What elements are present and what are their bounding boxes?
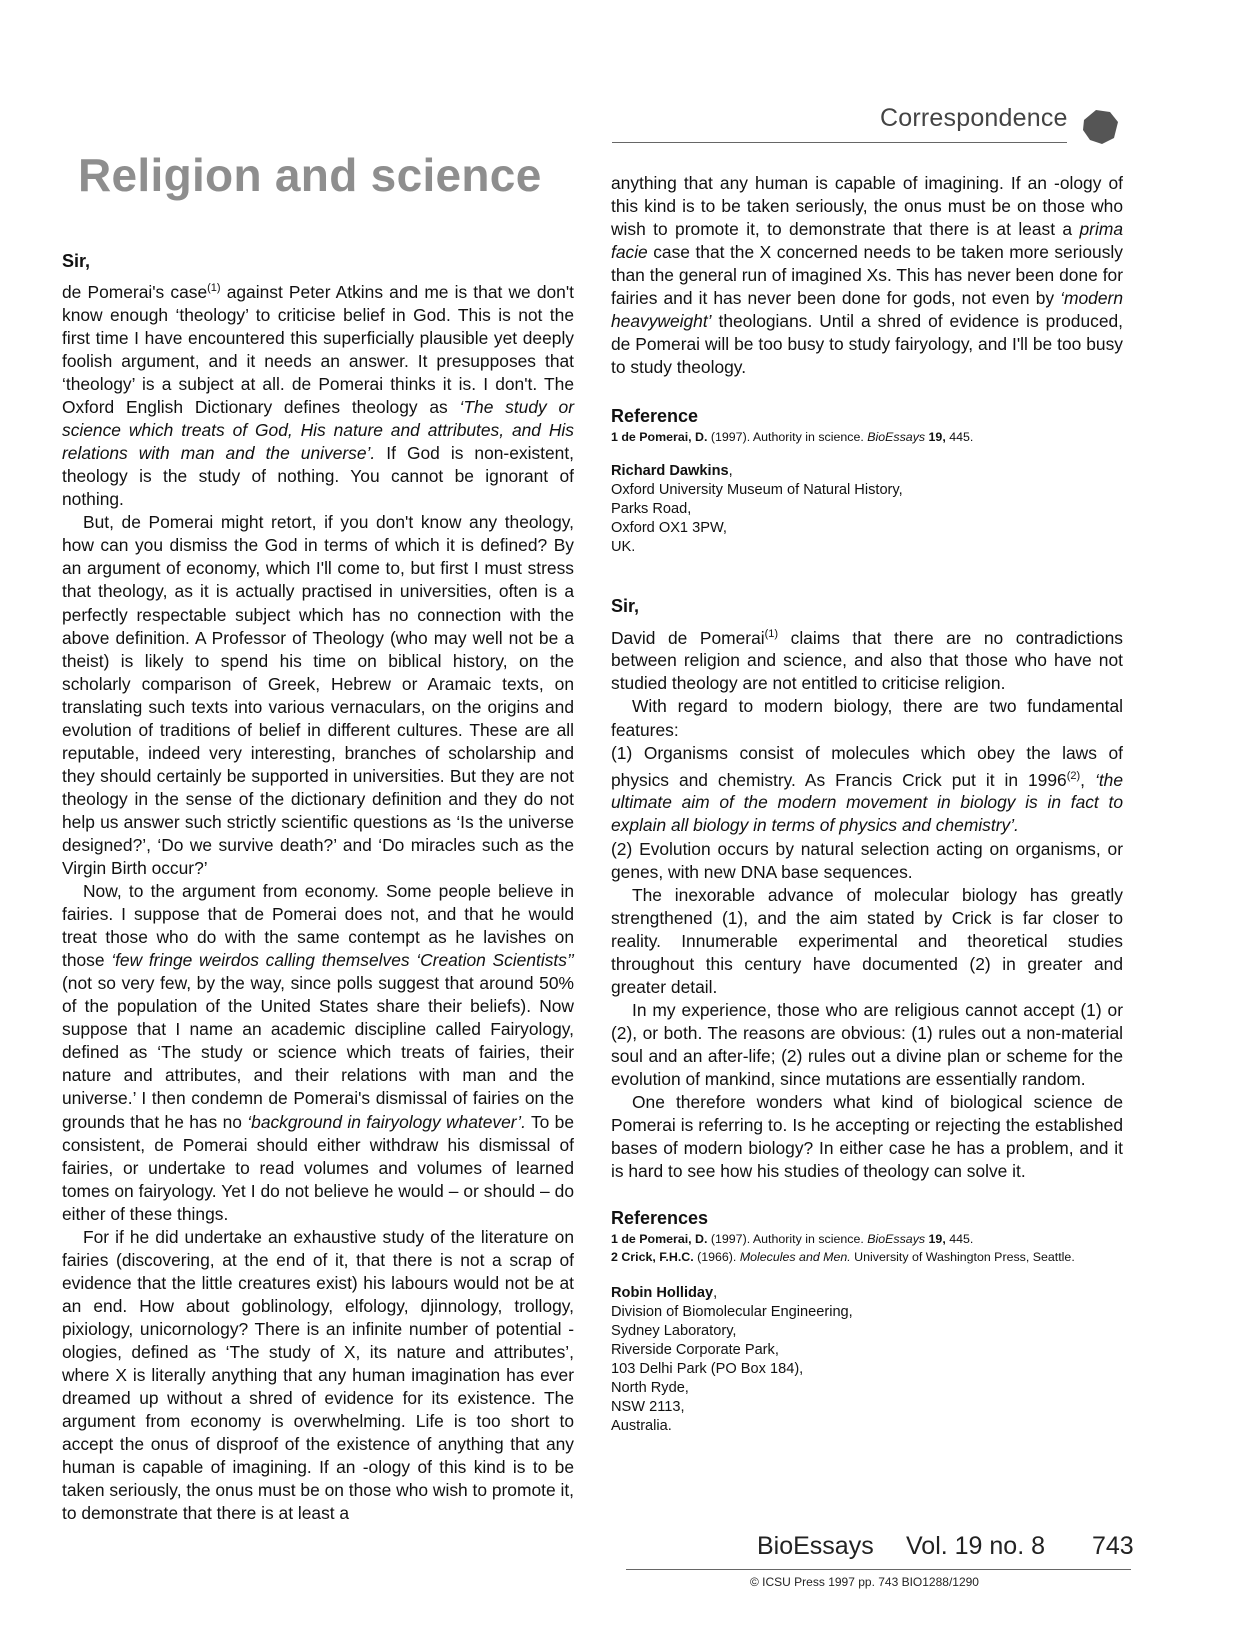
italic-term: prima facie	[611, 219, 1123, 263]
ref-journal: BioEssays	[867, 1232, 926, 1247]
quote: ‘the ultimate aim of the modern movement in biology is in fact to explain all biology in terms of physics and chemistry’.	[611, 769, 1123, 836]
text: against Peter Atkins and me is that we don't know enough ‘theology’ to criticise belief in God. This is not the first time I have encountered this superficially plausible yet deeply foolish argument, and it needs an answer. It presupposes that ‘theology’ is a subject at all. de Pomerai thinks it is. I don't. The Oxford English Dictionary defines theology as	[62, 281, 574, 418]
text: University of Washington Press, Seattle.	[850, 1250, 1075, 1265]
paragraph	[62, 277, 574, 511]
footer-volume: Vol. 19 no. 8	[906, 1532, 1046, 1560]
ref-title: Molecules and Men.	[739, 1250, 851, 1265]
text: Now, to the argument from economy. Some people believe in fairies. I suppose that de Pomerai does not, and that he would treat those who do with the same contempt as he lavishes on those	[62, 881, 574, 971]
text: (1) Organisms consist of molecules which obey the laws of physics and chemistry. As Francis Crick put it in 1996	[611, 742, 1123, 790]
text: (1997). Authority in science.	[707, 1232, 868, 1247]
address-line: 103 Delhi Park (PO Box 184),	[611, 1361, 804, 1378]
paragraph: One therefore wonders what kind of biological science de Pomerai is referring to. Is he accepting or rejecting the established bases of modern biology? In either case he has a problem, and it is hard to see how his studies of theology can solve it.	[611, 1092, 1123, 1182]
paragraph: In my experience, those who are religious cannot accept (1) or (2), or both. The reasons are obvious: (1) rules out a non-material soul and an after-life; (2) rules out a divine plan or scheme for the evolution of mankind, since mutations are essentially random.	[611, 999, 1123, 1089]
text: claims that there are no contradictions between religion and science, and also that those who have not studied theology are not entitled to criticise religion.	[611, 627, 1123, 694]
header-rule	[612, 142, 1067, 143]
text: anything that any human is capable of imagining. If an -ology of this kind is to be taken seriously, the onus must be on those who wish to promote it, to demonstrate that there is at least a	[611, 173, 1123, 240]
text: To be consistent, de Pomerai should either withdraw his dismissal of fairies, or undertake to read volumes and volumes of learned tomes on fairyology. Yet I do not believe he would – or should – do either of these things.	[62, 1111, 574, 1224]
citation-marker: (2)	[1066, 769, 1081, 782]
citation-marker: (1)	[764, 627, 779, 640]
paragraph: The inexorable advance of molecular biology has greatly strengthened (1), and the aim stated by Crick is far closer to reality. Innumerable experimental and theoretical studies throughout this century have documented (2) in greater and greater detail.	[611, 884, 1123, 997]
text: (1966).	[693, 1250, 740, 1265]
address-line: Riverside Corporate Park,	[611, 1342, 779, 1359]
address-line: NSW 2113,	[611, 1399, 685, 1416]
ref-journal: BioEssays	[867, 430, 926, 445]
reference-heading: Reference	[611, 406, 699, 427]
quote: ‘modern heavyweight’	[611, 288, 1123, 332]
footer-page-number: 743	[1092, 1532, 1134, 1560]
address-line: Sydney Laboratory,	[611, 1323, 737, 1340]
letter-dawkins-column-1	[62, 250, 575, 1524]
text: (1997). Authority in science.	[707, 430, 868, 445]
reference-item	[611, 428, 1123, 446]
salutation: Sir,	[611, 596, 640, 617]
author-block: Richard Dawkins, Oxford University Museum of Natural History, Parks Road, Oxford OX1 3PW, UK.	[611, 463, 903, 556]
footer-copyright: © ICSU Press 1997 pp. 743 BIO1288/1290	[750, 1575, 979, 1589]
text: de Pomerai's case	[62, 281, 208, 302]
paragraph: But, de Pomerai might retort, if you don't know any theology, how can you dismiss the God in terms of which it is defined? By an argument of economy, which I'll come to, but first I must stress that theology, as it is actually practised in universities, often is a perfectly respectable subject which has no connection with the above definition. A Professor of Theology (who may well not be a theist) is likely to spend his time on biblical history, on the scholarly comparison of Greek, Hebrew or Aramaic texts, on translating such texts into various vernaculars, on the origins and evolution of traditions of belief in different cultures. These are all reputable, indeed very interesting, branches of scholarship and they should certainly be supported in universities. But they are not theology in the sense of the dictionary definition and they do not help us answer such strictly scientific questions as ‘Is the universe designed?’, ‘Do we survive death?’ and ‘Do miracles such as the Virgin Birth occur?’	[62, 512, 574, 879]
address-line: Parks Road,	[611, 501, 692, 518]
footer-rule	[626, 1569, 1131, 1570]
paragraph: (2) Evolution occurs by natural selection acting on organisms, or genes, with new DNA base sequences.	[611, 838, 1123, 882]
paragraph	[62, 880, 574, 1226]
references-heading: References	[611, 1208, 709, 1229]
text: theologians. Until a shred of evidence is produced, de Pomerai will be too busy to study fairyology, and I'll be too busy to study theology.	[611, 311, 1123, 378]
text: If God is non-existent, theology is the study of nothing. You cannot be ignorant of nothing.	[62, 443, 574, 510]
text: (not so very few, by the way, since polls suggest that around 50% of the population of the United States share their beliefs). Now suppose that I name an academic discipline called Fairyology, defined as ‘The study or science which treats of fairies, their nature and attributes, and their relations with man and the universe.’ I then condemn de Pomerai's dismissal of fairies on the grounds that he has no	[62, 973, 574, 1132]
address-line: North Ryde,	[611, 1380, 689, 1397]
paragraph-continued	[62, 1226, 575, 1524]
section-label: Correspondence	[880, 104, 1068, 132]
footer-journal: BioEssays	[757, 1532, 874, 1560]
ref-number: 1	[611, 430, 618, 445]
right-column	[611, 172, 1123, 1436]
address-line: Oxford OX1 3PW,	[611, 520, 727, 537]
author-block: Robin Holliday, Division of Biomolecular Engineering, Sydney Laboratory, Riverside Corporate Park, 103 Delhi Park (PO Box 184), North Ryde, NSW 2113, Australia.	[611, 1285, 853, 1435]
quote: ‘The study or science which treats of God, His nature and attributes, and His relations with man and the universe’.	[62, 397, 574, 464]
section-emblem-icon	[1080, 106, 1120, 146]
text: case that the X concerned needs to be taken more seriously than the general run of imagined Xs. This has never been done for fairies and it has never been done for gods, not even by	[611, 242, 1123, 309]
author-name: Richard Dawkins	[611, 463, 729, 480]
author-name: Robin Holliday	[611, 1285, 714, 1302]
reference-item	[611, 1230, 1123, 1248]
address-line: Division of Biomolecular Engineering,	[611, 1304, 853, 1321]
text: 445.	[945, 1232, 974, 1247]
citation-marker: (1)	[207, 282, 221, 295]
quote: ‘background in fairyology whatever’.	[247, 1111, 526, 1132]
text: David de Pomerai	[611, 627, 765, 648]
address-line: UK.	[611, 539, 636, 556]
paragraph-continuation	[611, 172, 1123, 379]
text: 445.	[945, 430, 974, 445]
reference-item	[611, 1248, 1123, 1266]
address-line: Oxford University Museum of Natural History,	[611, 482, 903, 499]
paragraph: With regard to modern biology, there are two fundamental features:	[611, 696, 1123, 740]
ref-number: 1	[611, 1232, 618, 1247]
ref-volume: 19,	[925, 430, 946, 445]
ref-author: Crick, F.H.C.	[621, 1250, 694, 1265]
ref-author: de Pomerai, D.	[621, 430, 708, 445]
address-line: Australia.	[611, 1418, 672, 1435]
article-title: Religion and science	[78, 149, 542, 201]
paragraph	[611, 623, 1123, 696]
text: For if he did undertake an exhaustive study of the literature on fairies (discovering, at the end of it, that there is not a scrap of evidence that the little creatures exist) his labours would not be at an end. How about goblinology, elfology, djinnology, trollogy, pixiology, unicornology? There is an infinite number of potential -ologies, defined as ‘The study of X, its nature and attributes’, where X is literally anything that any human imagination has ever dreamed up without a shred of evidence for its existence. The argument from economy is overwhelming. Life is too short to accept the onus of disproof of the existence of anything that any human is capable of imagining. If an -ology of this kind is to be taken seriously, the onus must be on those who wish to promote it, to demonstrate that there is at least a	[62, 1226, 575, 1524]
ref-author: de Pomerai, D.	[621, 1232, 708, 1247]
ref-volume: 19,	[925, 1232, 946, 1247]
ref-number: 2	[611, 1250, 618, 1265]
quote: ‘few fringe weirdos calling themselves ‘Creation Scientists’’	[111, 950, 575, 971]
paragraph	[611, 742, 1123, 838]
text: ,	[1080, 769, 1095, 790]
salutation: Sir,	[62, 251, 91, 271]
